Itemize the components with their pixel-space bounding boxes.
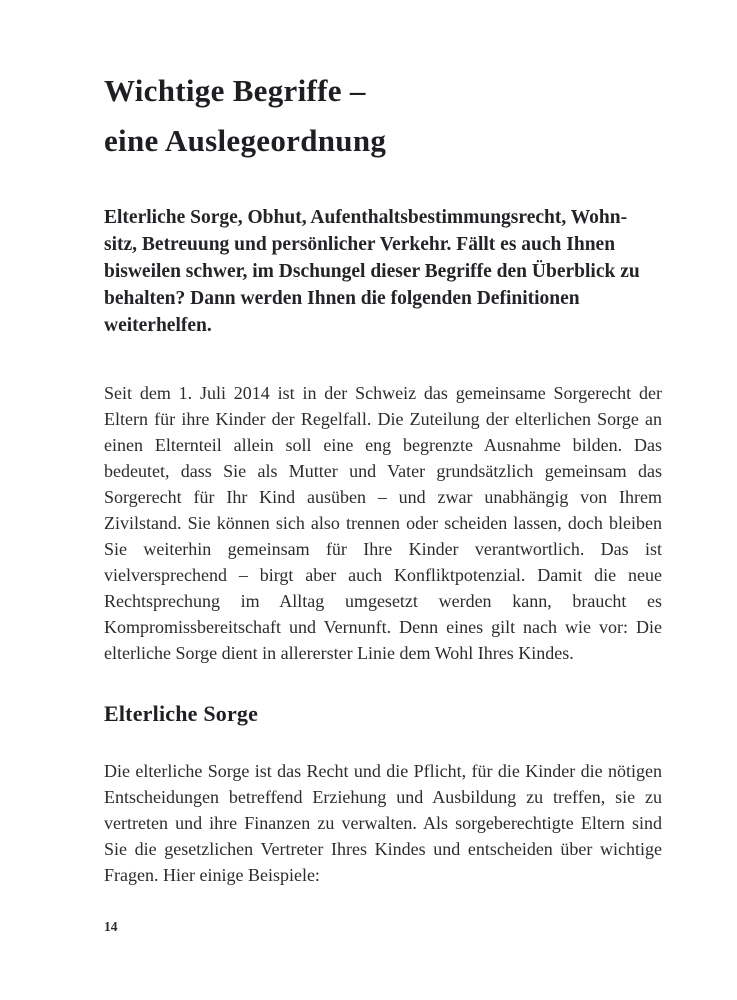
page-title-line2: eine Auslegeordnung [104, 123, 387, 158]
page-content [104, 0, 662, 1000]
lead-paragraph: Elterliche Sorge, Obhut, Aufenthaltsbestimmungsrecht, Wohnsitz, Betreuung und persönlicher Verkehr. Fällt es auch Ihnen bisweilen schwer, im Dschungel dieser Begriffe den Überblick zu behalten? Dann werden Ihnen die folgenden Definitionen weiterhelfen. [104, 207, 640, 336]
page-title [104, 66, 386, 166]
intro-paragraph: Seit dem 1. Juli 2014 ist in der Schweiz das gemeinsame Sorgerecht der Eltern für ihre Kinder der Regelfall. Die Zuteilung der elterlichen Sorge an einen Elternteil allein soll eine eng begrenzte Ausnahme bilden. Das bedeutet, dass Sie als Mutter und Vater grundsätzlich gemeinsam das Sorgerecht für Ihr Kind ausüben – und zwar unabhängig von Ihrem Zivilstand. Sie können sich also trennen oder scheiden lassen, doch bleiben Sie weiterhin gemeinsam für Ihre Kinder verantwortlich. Das ist vielversprechend – birgt aber auch Konfliktpotenzial. Damit die neue Rechtsprechung im Alltag umgesetzt werden kann, braucht es Kompromissbereitschaft und Vernunft. Denn eines gilt nach wie vor: Die elterliche Sorge dient in allererster Linie dem Wohl Ihres Kindes. [104, 383, 662, 663]
page-number: 14 [104, 919, 118, 934]
page-title-line1: Wichtige Begriffe – [104, 73, 366, 108]
section-heading: Elterliche Sorge [104, 701, 259, 726]
section-paragraph: Die elterliche Sorge ist das Recht und die Pflicht, für die Kinder die nötigen Entscheidungen betreffend Erziehung und Ausbildung zu treffen, sie zu vertreten und ihre Finanzen zu verwalten. Als sorgeberechtigte Eltern sind Sie die gesetzlichen Vertreter Ihres Kindes und entscheiden über wichtige Fragen. Hier einige Beispiele: [104, 761, 662, 885]
